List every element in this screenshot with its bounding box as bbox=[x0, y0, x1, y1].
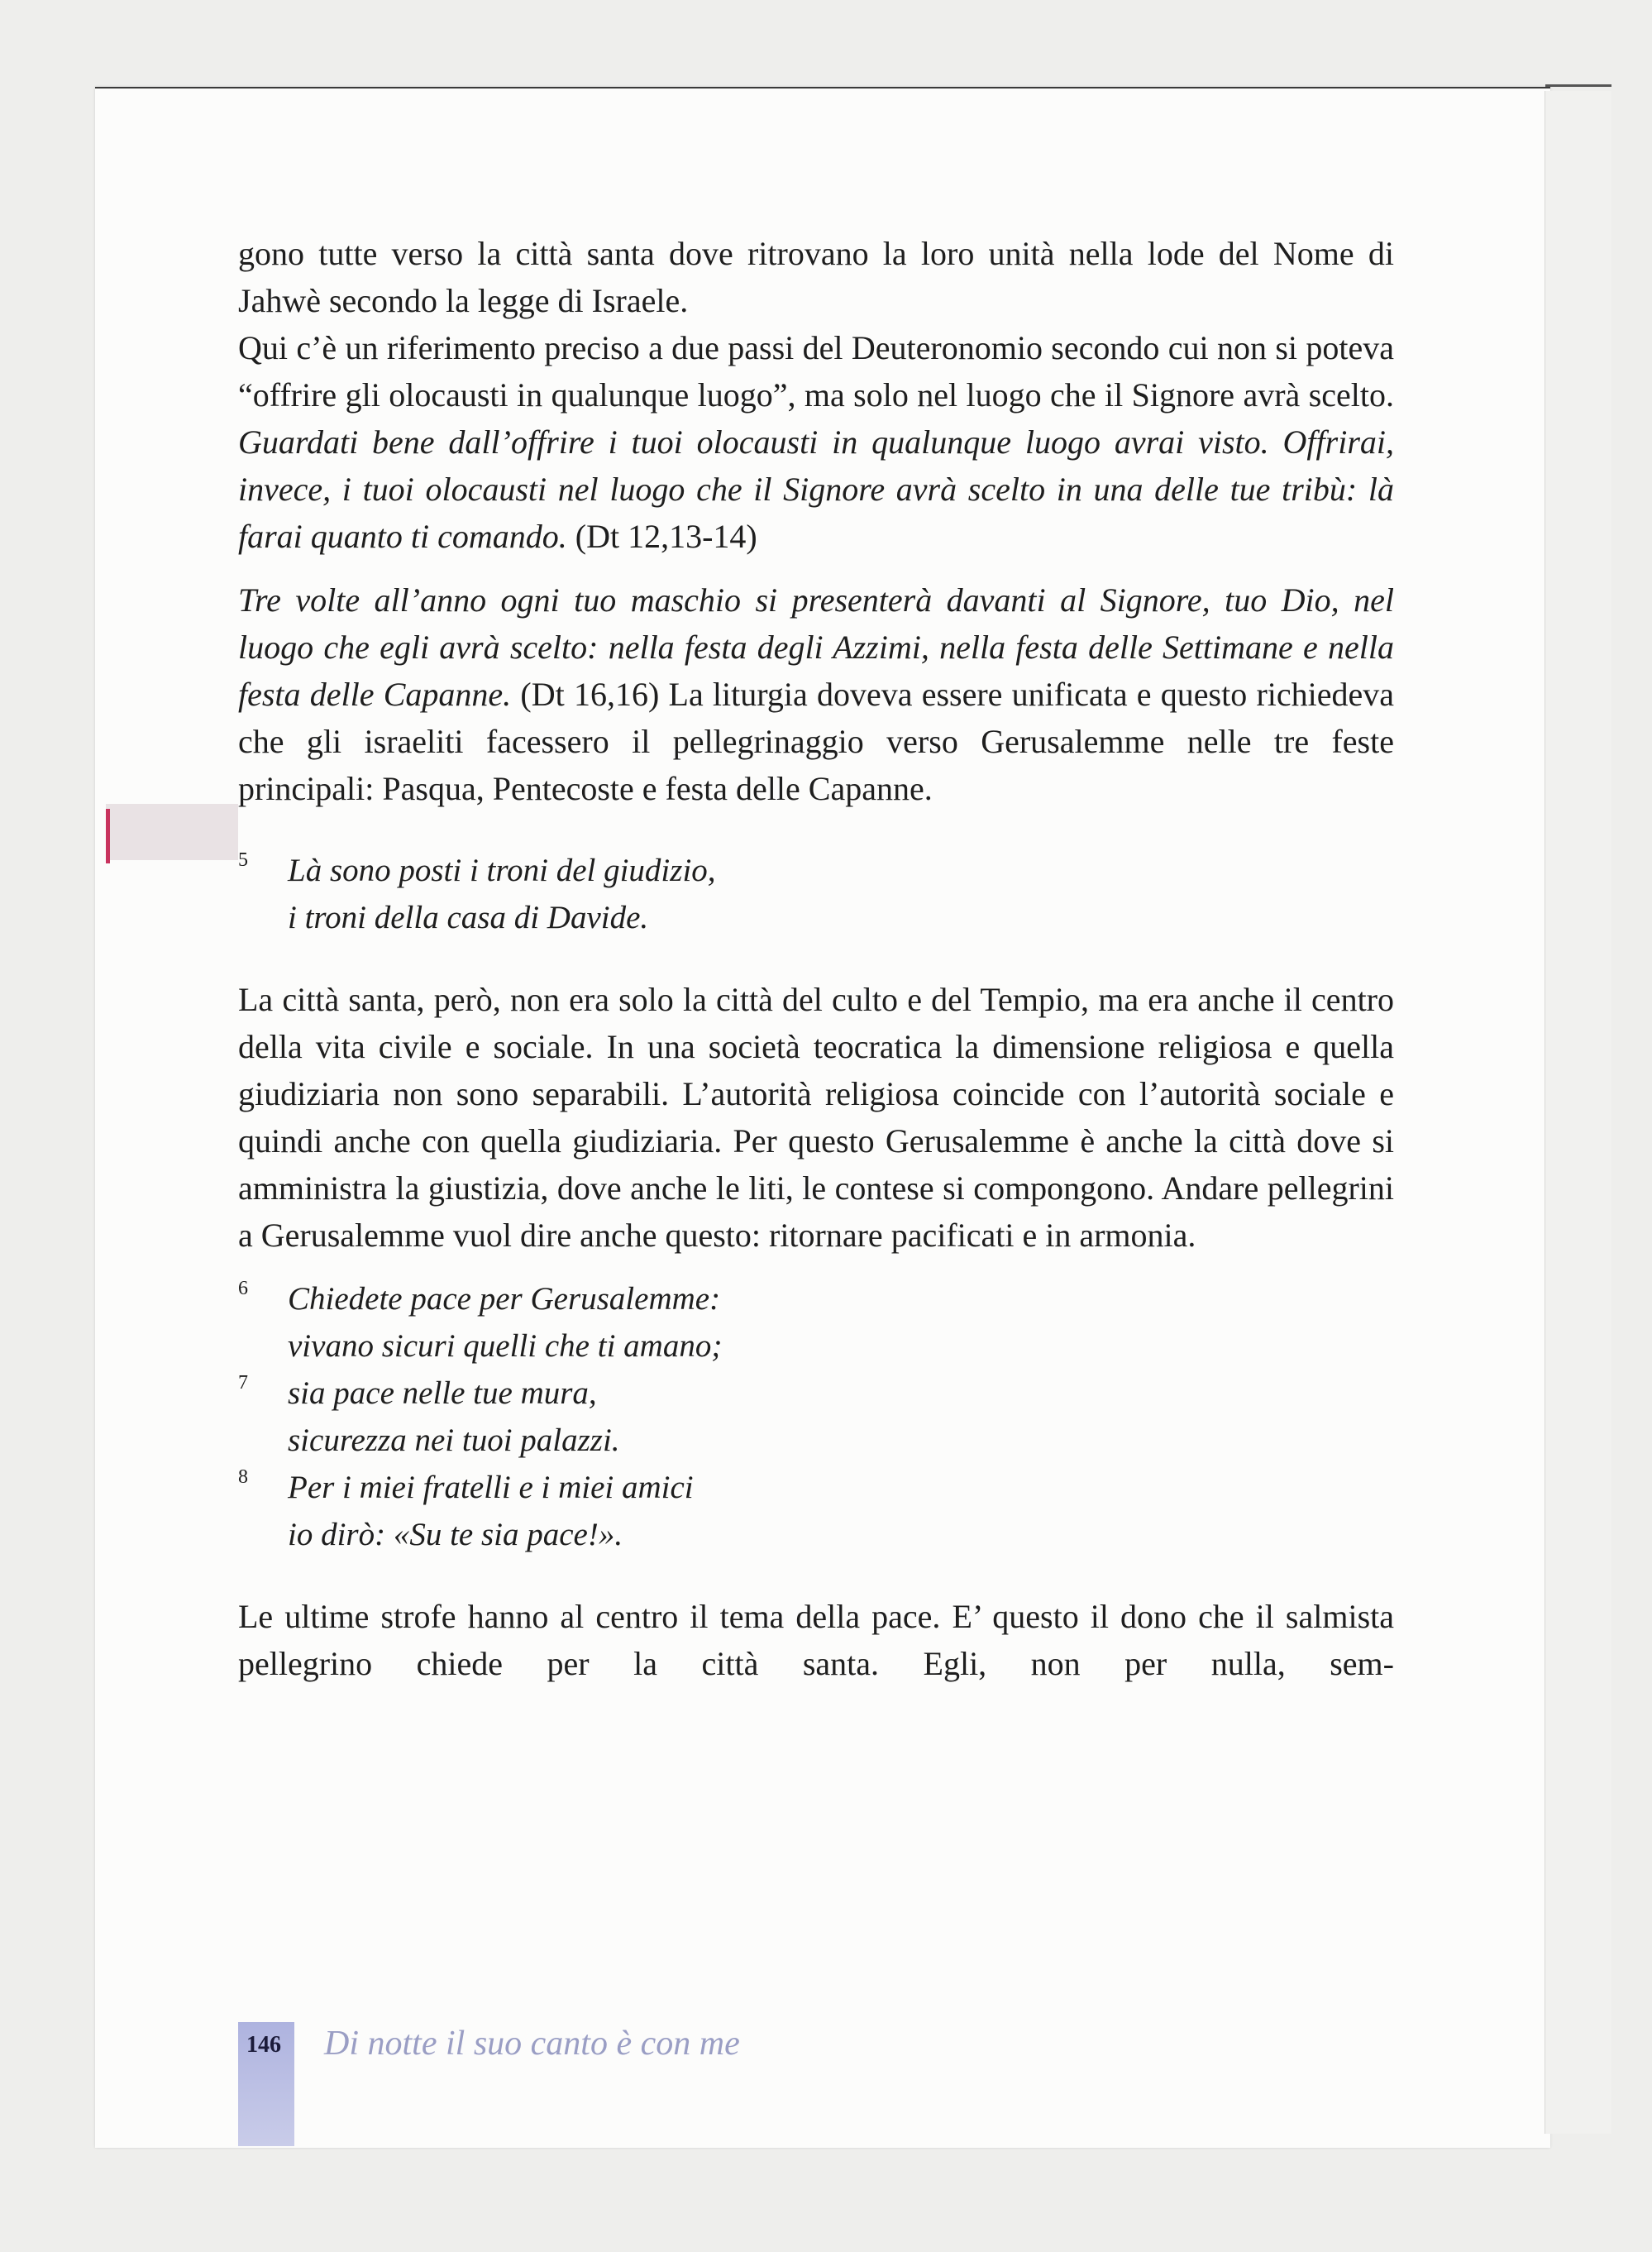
deuteronomy-quote-2: Tre volte all’anno ogni tuo maschio si presenterà davanti al Signore, tuo Dio, nel luogo che egli avrà scelto: nella festa degli Azzimi, nella festa delle Settimane e nella festa delle Capanne. bbox=[238, 581, 1394, 713]
verse-number: 7 bbox=[238, 1372, 248, 1394]
margin-marker bbox=[106, 809, 110, 863]
paragraph-3-text: (Dt 16,16) La liturgia doveva essere unificata e questo richiedeva che gli israeliti facessero il pellegrinaggio verso Gerusalemme nelle tre feste principali: Pasqua, Pentecoste e festa delle Capanne. bbox=[238, 676, 1395, 807]
paragraph-2 bbox=[238, 324, 1394, 560]
verse-line: sicurezza nei tuoi palazzi. bbox=[288, 1422, 620, 1458]
paragraph-4: La città santa, però, non era solo la città del culto e del Tempio, ma era anche il centro della vita civile e sociale. In una società teocratica la dimensione religiosa e quella giudiziaria non sono separabili. L’autorità religiosa coincide con l’autorità sociale e quindi anche con quella giudiziaria. Per questo Gerusalemme è anche la città dove si amministra la giustizia, dove anche le liti, le contese si compongono. Andare pellegrini a Gerusalemme vuol dire anche questo: ritornare pacificati e in armonia. bbox=[238, 981, 1394, 1254]
verse-line: io dirò: «Su te sia pace!». bbox=[288, 1517, 623, 1552]
margin-highlight-band bbox=[106, 804, 238, 860]
verse-number: 6 bbox=[238, 1278, 248, 1299]
page-footer bbox=[238, 2022, 1065, 2146]
psalm-verse-5 bbox=[238, 847, 1394, 941]
verse-line: Là sono posti i troni del giudizio, bbox=[288, 853, 716, 888]
page-number: 146 bbox=[246, 2032, 281, 2058]
verse-number: 5 bbox=[238, 849, 248, 871]
facing-page-edge bbox=[1545, 91, 1611, 2134]
deuteronomy-quote-1: Guardati bene dall’offrire i tuoi olocausti in qualunque luogo avrai visto. Offrirai, invece, i tuoi olocausti nel luogo che il Signore avrà scelto in una delle tue tribù: là farai quanto ti comando. bbox=[238, 423, 1394, 555]
psalm-verse-6 bbox=[238, 1275, 1394, 1370]
verse-number: 8 bbox=[238, 1466, 248, 1488]
verse-line: Per i miei fratelli e i miei amici bbox=[288, 1470, 694, 1505]
verse-line: Chiedete pace per Gerusalemme: bbox=[288, 1281, 721, 1317]
psalm-verse-7 bbox=[238, 1370, 1394, 1464]
verse-line: sia pace nelle tue mura, bbox=[288, 1375, 597, 1411]
paragraph-5: Le ultime strofe hanno al centro il tema della pace. E’ questo il dono che il salmista pellegrino chiede per la città santa. Egli, non per nulla, sem- bbox=[238, 1598, 1394, 1682]
paragraph-1: gono tutte verso la città santa dove ritrovano la loro unità nella lode del Nome di Jahwè secondo la legge di Israele. bbox=[238, 235, 1394, 319]
verse-line: vivano sicuri quelli che ti amano; bbox=[288, 1328, 723, 1364]
paragraph-2-text: Qui c’è un riferimento preciso a due passi del Deuteronomio secondo cui non si poteva “offrire gli olocausti in qualunque luogo”, ma solo nel luogo che il Signore avrà scelto. bbox=[238, 329, 1394, 414]
body-text bbox=[238, 230, 1394, 1687]
psalm-verse-8 bbox=[238, 1464, 1394, 1558]
deuteronomy-ref-1: (Dt 12,13-14) bbox=[566, 518, 757, 555]
verse-line: i troni della casa di Davide. bbox=[288, 900, 649, 935]
running-title: Di notte il suo canto è con me bbox=[324, 2025, 740, 2063]
paragraph-3 bbox=[238, 576, 1394, 812]
